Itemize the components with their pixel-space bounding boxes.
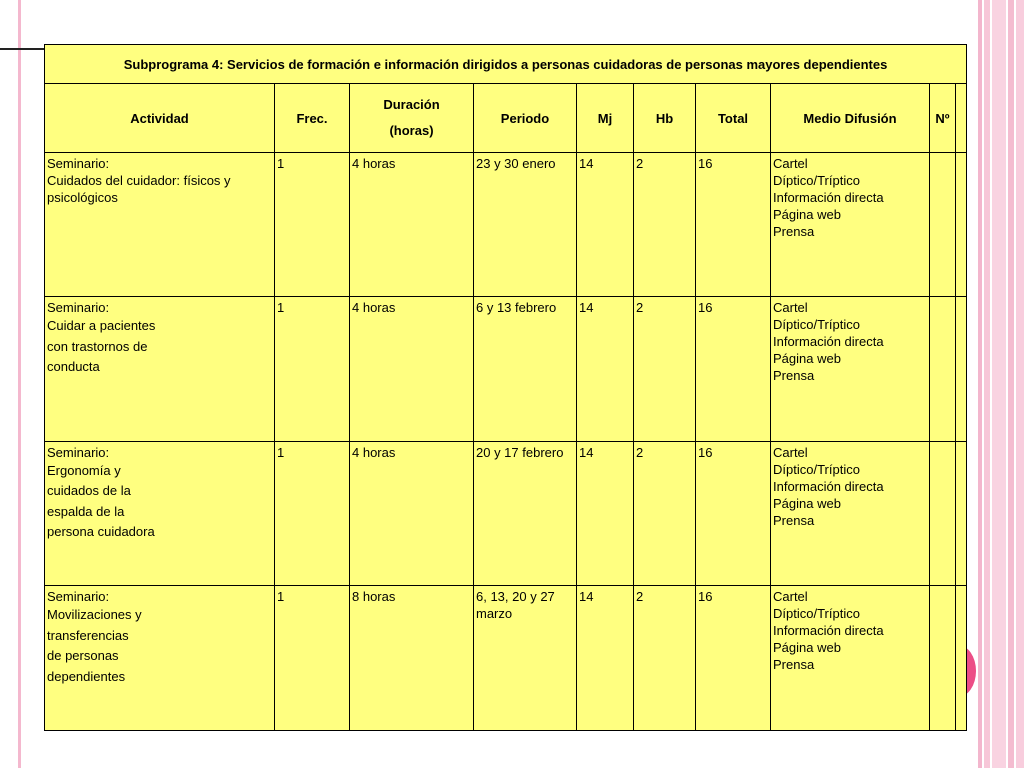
cell-frec: 1 (275, 586, 350, 731)
cell-actividad-line: Movilizaciones y (47, 607, 142, 623)
cell-duracion: 4 horas (350, 441, 474, 586)
cell-num (930, 441, 956, 586)
cell-actividad-line: conducta (47, 359, 100, 375)
cell-duracion: 8 horas (350, 586, 474, 731)
right-decor-stripe (1016, 0, 1024, 768)
cell-num (930, 297, 956, 442)
cell-actividad-line: Cuidar a pacientes (47, 318, 156, 334)
header-spacer (956, 84, 967, 153)
header-mj: Mj (577, 84, 634, 153)
cell-medio-line: Página web (773, 207, 841, 223)
cell-medio-line: Página web (773, 351, 841, 367)
cell-actividad-line: dependientes (47, 668, 126, 684)
cell-medio-line: Información directa (773, 334, 884, 350)
header-hb: Hb (634, 84, 696, 153)
table-body (45, 153, 967, 731)
right-decor-stripe (984, 0, 990, 768)
cell-actividad (45, 441, 275, 586)
cell-spacer (956, 153, 967, 297)
table-row (45, 441, 967, 586)
cell-actividad-line: Seminario: (47, 589, 110, 605)
right-decor-stripe (1008, 0, 1014, 768)
cell-medio-line: Díptico/Tríptico (773, 461, 860, 477)
right-decor-stripe (978, 0, 982, 768)
cell-actividad-line: Seminario: (47, 156, 110, 172)
cell-mj: 14 (577, 441, 634, 586)
header-total: Total (696, 84, 771, 153)
cell-medio-line: Prensa (773, 657, 815, 673)
table-row (45, 297, 967, 442)
cell-duracion: 4 horas (350, 297, 474, 442)
cell-medio (771, 297, 930, 442)
cell-total: 16 (696, 297, 771, 442)
cell-actividad-line: Ergonomía y (47, 462, 121, 478)
header-duracion-line2: (horas) (389, 123, 434, 139)
cell-medio (771, 153, 930, 297)
cell-actividad-line: persona cuidadora (47, 524, 155, 540)
cell-hb: 2 (634, 297, 696, 442)
cell-medio-line: Cartel (773, 589, 808, 605)
cell-frec: 1 (275, 441, 350, 586)
cell-actividad-line: cuidados de la (47, 483, 131, 499)
header-periodo: Periodo (474, 84, 577, 153)
cell-medio-line: Díptico/Tríptico (773, 173, 860, 189)
cell-medio-line: Prensa (773, 512, 815, 528)
cell-hb: 2 (634, 441, 696, 586)
right-decor-stripe (992, 0, 1006, 768)
cell-medio (771, 441, 930, 586)
cell-actividad-line: de personas (47, 648, 119, 664)
cell-periodo: 6 y 13 febrero (474, 297, 577, 442)
cell-periodo: 20 y 17 febrero (474, 441, 577, 586)
cell-actividad-line: transferencias (47, 627, 129, 643)
header-duracion-line1: Duración (383, 97, 440, 113)
cell-total: 16 (696, 586, 771, 731)
header-num: Nº (930, 84, 956, 153)
cell-mj: 14 (577, 586, 634, 731)
cell-actividad (45, 153, 275, 297)
cell-hb: 2 (634, 153, 696, 297)
cell-actividad-line: Cuidados del cuidador: físicos y (47, 173, 231, 189)
program-table (44, 44, 967, 731)
cell-medio-line: Cartel (773, 156, 808, 172)
table-title: Subprograma 4: Servicios de formación e información dirigidos a personas cuidadoras de personas mayores dependientes (45, 45, 967, 84)
cell-mj: 14 (577, 297, 634, 442)
cell-medio-line: Página web (773, 495, 841, 511)
cell-duracion: 4 horas (350, 153, 474, 297)
cell-actividad-line: psicológicos (47, 190, 118, 206)
cell-medio-line: Cartel (773, 444, 808, 460)
cell-medio-line: Información directa (773, 623, 884, 639)
cell-spacer (956, 586, 967, 731)
cell-medio (771, 586, 930, 731)
header-duracion (350, 84, 474, 153)
cell-actividad-line: con trastornos de (47, 338, 148, 354)
cell-periodo: 6, 13, 20 y 27 marzo (474, 586, 577, 731)
program-table-container (44, 44, 966, 731)
cell-medio-line: Prensa (773, 368, 815, 384)
header-medio: Medio Difusión (771, 84, 930, 153)
cell-num (930, 586, 956, 731)
cell-actividad-line: Seminario: (47, 300, 110, 316)
cell-actividad (45, 297, 275, 442)
table-row (45, 586, 967, 731)
cell-frec: 1 (275, 153, 350, 297)
cell-medio-line: Información directa (773, 190, 884, 206)
cell-periodo: 23 y 30 enero (474, 153, 577, 297)
cell-actividad-line: Seminario: (47, 444, 110, 460)
header-actividad: Actividad (45, 84, 275, 153)
cell-hb: 2 (634, 586, 696, 731)
cell-frec: 1 (275, 297, 350, 442)
cell-medio-line: Díptico/Tríptico (773, 317, 860, 333)
cell-medio-line: Díptico/Tríptico (773, 606, 860, 622)
header-frec: Frec. (275, 84, 350, 153)
cell-medio-line: Prensa (773, 224, 815, 240)
cell-spacer (956, 297, 967, 442)
left-decor-stripe (18, 0, 21, 768)
cell-medio-line: Cartel (773, 300, 808, 316)
cell-actividad-line: espalda de la (47, 503, 125, 519)
cell-mj: 14 (577, 153, 634, 297)
cell-spacer (956, 441, 967, 586)
cell-total: 16 (696, 441, 771, 586)
cell-actividad (45, 586, 275, 731)
cell-medio-line: Información directa (773, 478, 884, 494)
cell-num (930, 153, 956, 297)
table-row (45, 153, 967, 297)
cell-medio-line: Página web (773, 640, 841, 656)
cell-total: 16 (696, 153, 771, 297)
